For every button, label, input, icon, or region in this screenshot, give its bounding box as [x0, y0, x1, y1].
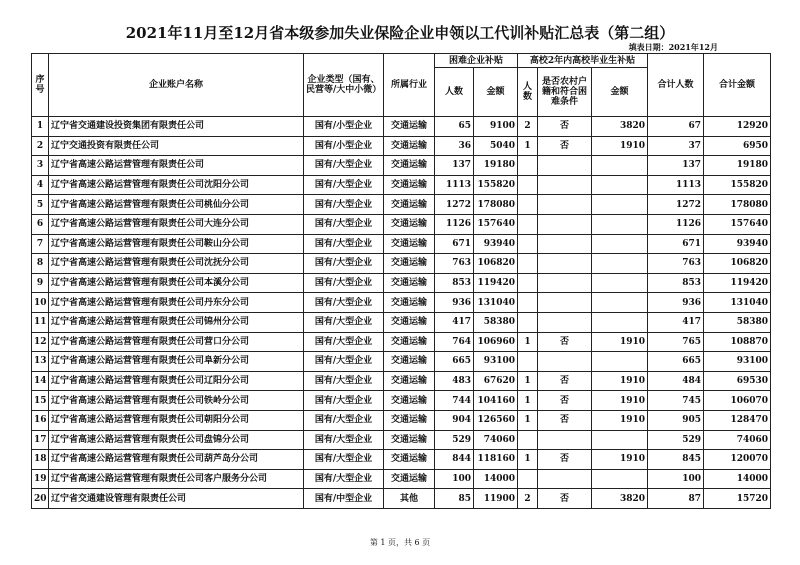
row-hard-people: 844: [435, 450, 474, 470]
row-hard-amount: 93100: [474, 352, 518, 372]
row-industry: 交通运输: [384, 175, 435, 195]
row-hard-amount: 9100: [474, 117, 518, 137]
row-company-type: 国有/小型企业: [304, 117, 384, 137]
row-company-type: 国有/大型企业: [304, 156, 384, 176]
row-company-name: 辽宁省高速公路运营管理有限责任公司沈抚分公司: [49, 254, 304, 274]
row-grad-people: [518, 352, 538, 372]
row-rural: [538, 312, 592, 332]
row-seq: 16: [32, 410, 49, 430]
row-industry: 交通运输: [384, 234, 435, 254]
row-grad-amount: [592, 175, 648, 195]
row-hard-amount: 106820: [474, 254, 518, 274]
table-row: [32, 156, 771, 176]
table-row: [32, 214, 771, 234]
row-company-type: 国有/大型企业: [304, 371, 384, 391]
row-company-name: 辽宁省高速公路运营管理有限责任公司本溪分公司: [49, 273, 304, 293]
row-hard-amount: 131040: [474, 293, 518, 313]
row-industry: 交通运输: [384, 430, 435, 450]
row-company-type: 国有/大型企业: [304, 352, 384, 372]
row-hard-people: 764: [435, 332, 474, 352]
row-seq: 5: [32, 195, 49, 215]
header-grad-people: 人数: [518, 68, 538, 117]
row-total-people: 936: [648, 293, 704, 313]
table-row: [32, 430, 771, 450]
row-grad-amount: 1910: [592, 371, 648, 391]
row-seq: 4: [32, 175, 49, 195]
row-industry: 交通运输: [384, 195, 435, 215]
table-row: [32, 332, 771, 352]
row-seq: 8: [32, 254, 49, 274]
row-company-name: 辽宁交通投资有限责任公司: [49, 136, 304, 156]
row-grad-people: [518, 156, 538, 176]
row-rural: [538, 175, 592, 195]
table-row: [32, 371, 771, 391]
row-grad-amount: [592, 234, 648, 254]
row-hard-people: 904: [435, 410, 474, 430]
row-total-amount: 120070: [704, 450, 771, 470]
row-hard-people: 100: [435, 469, 474, 489]
header-group-hard: 困难企业补贴: [435, 54, 518, 68]
row-total-people: 417: [648, 312, 704, 332]
fill-date-value: 2021年12月: [668, 42, 718, 52]
row-total-amount: 178080: [704, 195, 771, 215]
row-grad-amount: [592, 214, 648, 234]
row-grad-people: [518, 430, 538, 450]
header-seq: 序号: [32, 54, 49, 117]
row-seq: 12: [32, 332, 49, 352]
row-hard-amount: 14000: [474, 469, 518, 489]
row-grad-people: [518, 293, 538, 313]
row-rural: [538, 273, 592, 293]
row-grad-people: [518, 273, 538, 293]
row-seq: 13: [32, 352, 49, 372]
fill-date: [629, 42, 718, 53]
row-industry: 交通运输: [384, 214, 435, 234]
row-seq: 18: [32, 450, 49, 470]
row-rural: 否: [538, 136, 592, 156]
row-hard-people: 1113: [435, 175, 474, 195]
row-hard-people: 763: [435, 254, 474, 274]
table-row: [32, 195, 771, 215]
header-group-grad: 高校2年内高校毕业生补贴: [518, 54, 648, 68]
table-row: [32, 273, 771, 293]
row-total-amount: 93100: [704, 352, 771, 372]
row-rural: 否: [538, 371, 592, 391]
row-total-people: 665: [648, 352, 704, 372]
row-hard-amount: 11900: [474, 489, 518, 509]
row-hard-people: 417: [435, 312, 474, 332]
row-company-type: 国有/大型企业: [304, 469, 384, 489]
row-total-amount: 108870: [704, 332, 771, 352]
row-grad-amount: 1910: [592, 450, 648, 470]
row-total-people: 671: [648, 234, 704, 254]
row-total-people: 845: [648, 450, 704, 470]
row-grad-people: [518, 234, 538, 254]
row-grad-people: [518, 214, 538, 234]
row-grad-amount: 1910: [592, 136, 648, 156]
row-grad-people: 2: [518, 489, 538, 509]
table-row: [32, 450, 771, 470]
row-rural: 否: [538, 410, 592, 430]
row-company-name: 辽宁省高速公路运营管理有限责任公司锦州分公司: [49, 312, 304, 332]
row-grad-people: [518, 195, 538, 215]
row-industry: 交通运输: [384, 293, 435, 313]
row-grad-amount: [592, 430, 648, 450]
row-rural: [538, 293, 592, 313]
row-grad-amount: 3820: [592, 117, 648, 137]
row-hard-amount: 67620: [474, 371, 518, 391]
row-hard-amount: 104160: [474, 391, 518, 411]
row-industry: 交通运输: [384, 273, 435, 293]
row-total-amount: 74060: [704, 430, 771, 450]
row-total-people: 67: [648, 117, 704, 137]
fill-date-label: 填表日期：: [628, 42, 669, 52]
row-rural: 否: [538, 450, 592, 470]
row-hard-amount: 178080: [474, 195, 518, 215]
row-hard-amount: 19180: [474, 156, 518, 176]
row-hard-people: 137: [435, 156, 474, 176]
row-grad-amount: 1910: [592, 391, 648, 411]
row-company-name: 辽宁省高速公路运营管理有限责任公司铁岭分公司: [49, 391, 304, 411]
header-total-amount: 合计金额: [704, 54, 771, 117]
row-hard-people: 65: [435, 117, 474, 137]
row-total-people: 100: [648, 469, 704, 489]
row-company-type: 国有/大型企业: [304, 450, 384, 470]
row-grad-people: 2: [518, 117, 538, 137]
document-title: 2021年11月至12月省本级参加失业保险企业申领以工代训补贴汇总表（第二组）: [125, 24, 675, 42]
row-hard-amount: 58380: [474, 312, 518, 332]
row-industry: 交通运输: [384, 469, 435, 489]
row-total-amount: 19180: [704, 156, 771, 176]
table-row: [32, 489, 771, 509]
row-industry: 交通运输: [384, 117, 435, 137]
row-seq: 14: [32, 371, 49, 391]
row-hard-amount: 126560: [474, 410, 518, 430]
row-total-amount: 106820: [704, 254, 771, 274]
row-total-people: 905: [648, 410, 704, 430]
row-total-people: 763: [648, 254, 704, 274]
row-grad-people: [518, 469, 538, 489]
row-seq: 1: [32, 117, 49, 137]
subsidy-table: [31, 53, 771, 509]
row-grad-people: [518, 254, 538, 274]
row-total-people: 1272: [648, 195, 704, 215]
header-rural: 是否农村户籍和符合困难条件: [538, 68, 592, 117]
table-row: [32, 136, 771, 156]
page-footer: 第 1 页，共 6 页: [369, 538, 431, 547]
row-total-people: 37: [648, 136, 704, 156]
row-seq: 19: [32, 469, 49, 489]
row-company-name: 辽宁省高速公路运营管理有限责任公司客户服务分公司: [49, 469, 304, 489]
row-company-type: 国有/大型企业: [304, 273, 384, 293]
row-rural: [538, 195, 592, 215]
row-company-name: 辽宁省交通建设管理有限责任公司: [49, 489, 304, 509]
row-industry: 交通运输: [384, 391, 435, 411]
row-hard-amount: 155820: [474, 175, 518, 195]
row-seq: 6: [32, 214, 49, 234]
row-industry: 交通运输: [384, 352, 435, 372]
row-company-type: 国有/大型企业: [304, 410, 384, 430]
row-hard-people: 671: [435, 234, 474, 254]
row-total-amount: 14000: [704, 469, 771, 489]
table-row: [32, 293, 771, 313]
row-hard-people: 1272: [435, 195, 474, 215]
row-total-people: 137: [648, 156, 704, 176]
row-company-type: 国有/大型企业: [304, 234, 384, 254]
row-seq: 3: [32, 156, 49, 176]
row-hard-people: 529: [435, 430, 474, 450]
row-hard-people: 744: [435, 391, 474, 411]
row-hard-amount: 119420: [474, 273, 518, 293]
row-rural: [538, 156, 592, 176]
row-industry: 交通运输: [384, 450, 435, 470]
row-rural: [538, 254, 592, 274]
row-company-name: 辽宁省高速公路运营管理有限责任公司桃仙分公司: [49, 195, 304, 215]
row-industry: 交通运输: [384, 156, 435, 176]
row-industry: 交通运输: [384, 136, 435, 156]
row-company-type: 国有/大型企业: [304, 293, 384, 313]
row-company-name: 辽宁省高速公路运营管理有限责任公司辽阳分公司: [49, 371, 304, 391]
row-hard-amount: 118160: [474, 450, 518, 470]
header-hard-people: 人数: [435, 68, 474, 117]
row-grad-people: [518, 312, 538, 332]
row-total-people: 484: [648, 371, 704, 391]
row-rural: 否: [538, 332, 592, 352]
row-total-amount: 15720: [704, 489, 771, 509]
header-total-people: 合计人数: [648, 54, 704, 117]
row-company-name: 辽宁省高速公路运营管理有限责任公司丹东分公司: [49, 293, 304, 313]
row-company-name: 辽宁省高速公路运营管理有限责任公司鞍山分公司: [49, 234, 304, 254]
row-total-people: 1126: [648, 214, 704, 234]
row-company-name: 辽宁省高速公路运营管理有限责任公司沈阳分公司: [49, 175, 304, 195]
row-hard-amount: 157640: [474, 214, 518, 234]
row-company-type: 国有/大型企业: [304, 391, 384, 411]
row-grad-people: 1: [518, 391, 538, 411]
row-total-amount: 6950: [704, 136, 771, 156]
row-grad-amount: [592, 254, 648, 274]
row-rural: 否: [538, 117, 592, 137]
row-company-type: 国有/小型企业: [304, 136, 384, 156]
row-total-people: 853: [648, 273, 704, 293]
row-grad-amount: [592, 352, 648, 372]
row-company-name: 辽宁省高速公路运营管理有限责任公司阜新分公司: [49, 352, 304, 372]
row-total-people: 745: [648, 391, 704, 411]
row-rural: 否: [538, 391, 592, 411]
row-grad-amount: [592, 312, 648, 332]
row-total-people: 529: [648, 430, 704, 450]
row-total-amount: 69530: [704, 371, 771, 391]
header-hard-amount: 金额: [474, 68, 518, 117]
table-row: [32, 391, 771, 411]
row-seq: 2: [32, 136, 49, 156]
row-seq: 20: [32, 489, 49, 509]
row-hard-amount: 93940: [474, 234, 518, 254]
row-company-name: 辽宁省高速公路运营管理有限责任公司朝阳分公司: [49, 410, 304, 430]
row-hard-amount: 74060: [474, 430, 518, 450]
row-hard-people: 853: [435, 273, 474, 293]
row-grad-amount: [592, 195, 648, 215]
row-total-people: 1113: [648, 175, 704, 195]
row-company-type: 国有/大型企业: [304, 214, 384, 234]
row-total-amount: 12920: [704, 117, 771, 137]
row-grad-people: 1: [518, 371, 538, 391]
row-grad-amount: [592, 156, 648, 176]
header-industry: 所属行业: [384, 54, 435, 117]
row-grad-people: 1: [518, 410, 538, 430]
row-grad-people: [518, 175, 538, 195]
row-grad-amount: [592, 293, 648, 313]
row-industry: 交通运输: [384, 410, 435, 430]
row-total-people: 765: [648, 332, 704, 352]
row-industry: 交通运输: [384, 312, 435, 332]
table-row: [32, 312, 771, 332]
row-company-type: 国有/大型企业: [304, 312, 384, 332]
row-company-name: 辽宁省高速公路运营管理有限责任公司大连分公司: [49, 214, 304, 234]
table-row: [32, 117, 771, 137]
row-hard-amount: 106960: [474, 332, 518, 352]
row-hard-people: 665: [435, 352, 474, 372]
row-company-type: 国有/中型企业: [304, 489, 384, 509]
row-rural: [538, 469, 592, 489]
row-seq: 17: [32, 430, 49, 450]
row-seq: 7: [32, 234, 49, 254]
table-row: [32, 469, 771, 489]
row-company-type: 国有/大型企业: [304, 254, 384, 274]
table-row: [32, 352, 771, 372]
row-company-name: 辽宁省高速公路运营管理有限责任公司盘锦分公司: [49, 430, 304, 450]
row-industry: 交通运输: [384, 371, 435, 391]
header-name: 企业账户名称: [49, 54, 304, 117]
row-total-amount: 93940: [704, 234, 771, 254]
row-company-name: 辽宁省高速公路运营管理有限责任公司葫芦岛分公司: [49, 450, 304, 470]
row-grad-people: 1: [518, 136, 538, 156]
row-rural: 否: [538, 489, 592, 509]
row-industry: 交通运输: [384, 332, 435, 352]
table-row: [32, 254, 771, 274]
row-hard-people: 36: [435, 136, 474, 156]
row-grad-amount: 3820: [592, 489, 648, 509]
row-hard-people: 85: [435, 489, 474, 509]
row-grad-amount: [592, 469, 648, 489]
table-row: [32, 234, 771, 254]
row-industry: 交通运输: [384, 254, 435, 274]
row-company-type: 国有/大型企业: [304, 332, 384, 352]
row-rural: [538, 214, 592, 234]
row-total-amount: 155820: [704, 175, 771, 195]
row-hard-people: 483: [435, 371, 474, 391]
row-total-amount: 119420: [704, 273, 771, 293]
row-company-name: 辽宁省高速公路运营管理有限责任公司营口分公司: [49, 332, 304, 352]
row-grad-amount: 1910: [592, 332, 648, 352]
row-rural: [538, 352, 592, 372]
row-total-people: 87: [648, 489, 704, 509]
row-total-amount: 106070: [704, 391, 771, 411]
row-company-name: 辽宁省高速公路运营管理有限责任公司: [49, 156, 304, 176]
row-seq: 9: [32, 273, 49, 293]
row-seq: 10: [32, 293, 49, 313]
row-total-amount: 157640: [704, 214, 771, 234]
row-grad-people: 1: [518, 450, 538, 470]
row-company-type: 国有/大型企业: [304, 195, 384, 215]
row-seq: 15: [32, 391, 49, 411]
row-total-amount: 131040: [704, 293, 771, 313]
row-rural: [538, 234, 592, 254]
row-grad-amount: 1910: [592, 410, 648, 430]
table-row: [32, 175, 771, 195]
row-hard-people: 936: [435, 293, 474, 313]
row-company-name: 辽宁省交通建设投资集团有限责任公司: [49, 117, 304, 137]
header-type: 企业类型（国有、民营等/大中小微）: [304, 54, 384, 117]
row-company-type: 国有/大型企业: [304, 175, 384, 195]
row-company-type: 国有/大型企业: [304, 430, 384, 450]
row-seq: 11: [32, 312, 49, 332]
row-hard-amount: 5040: [474, 136, 518, 156]
row-hard-people: 1126: [435, 214, 474, 234]
row-grad-amount: [592, 273, 648, 293]
row-total-amount: 58380: [704, 312, 771, 332]
row-rural: [538, 430, 592, 450]
row-total-amount: 128470: [704, 410, 771, 430]
table-row: [32, 410, 771, 430]
row-industry: 其他: [384, 489, 435, 509]
header-grad-amount: 金额: [592, 68, 648, 117]
row-grad-people: 1: [518, 332, 538, 352]
